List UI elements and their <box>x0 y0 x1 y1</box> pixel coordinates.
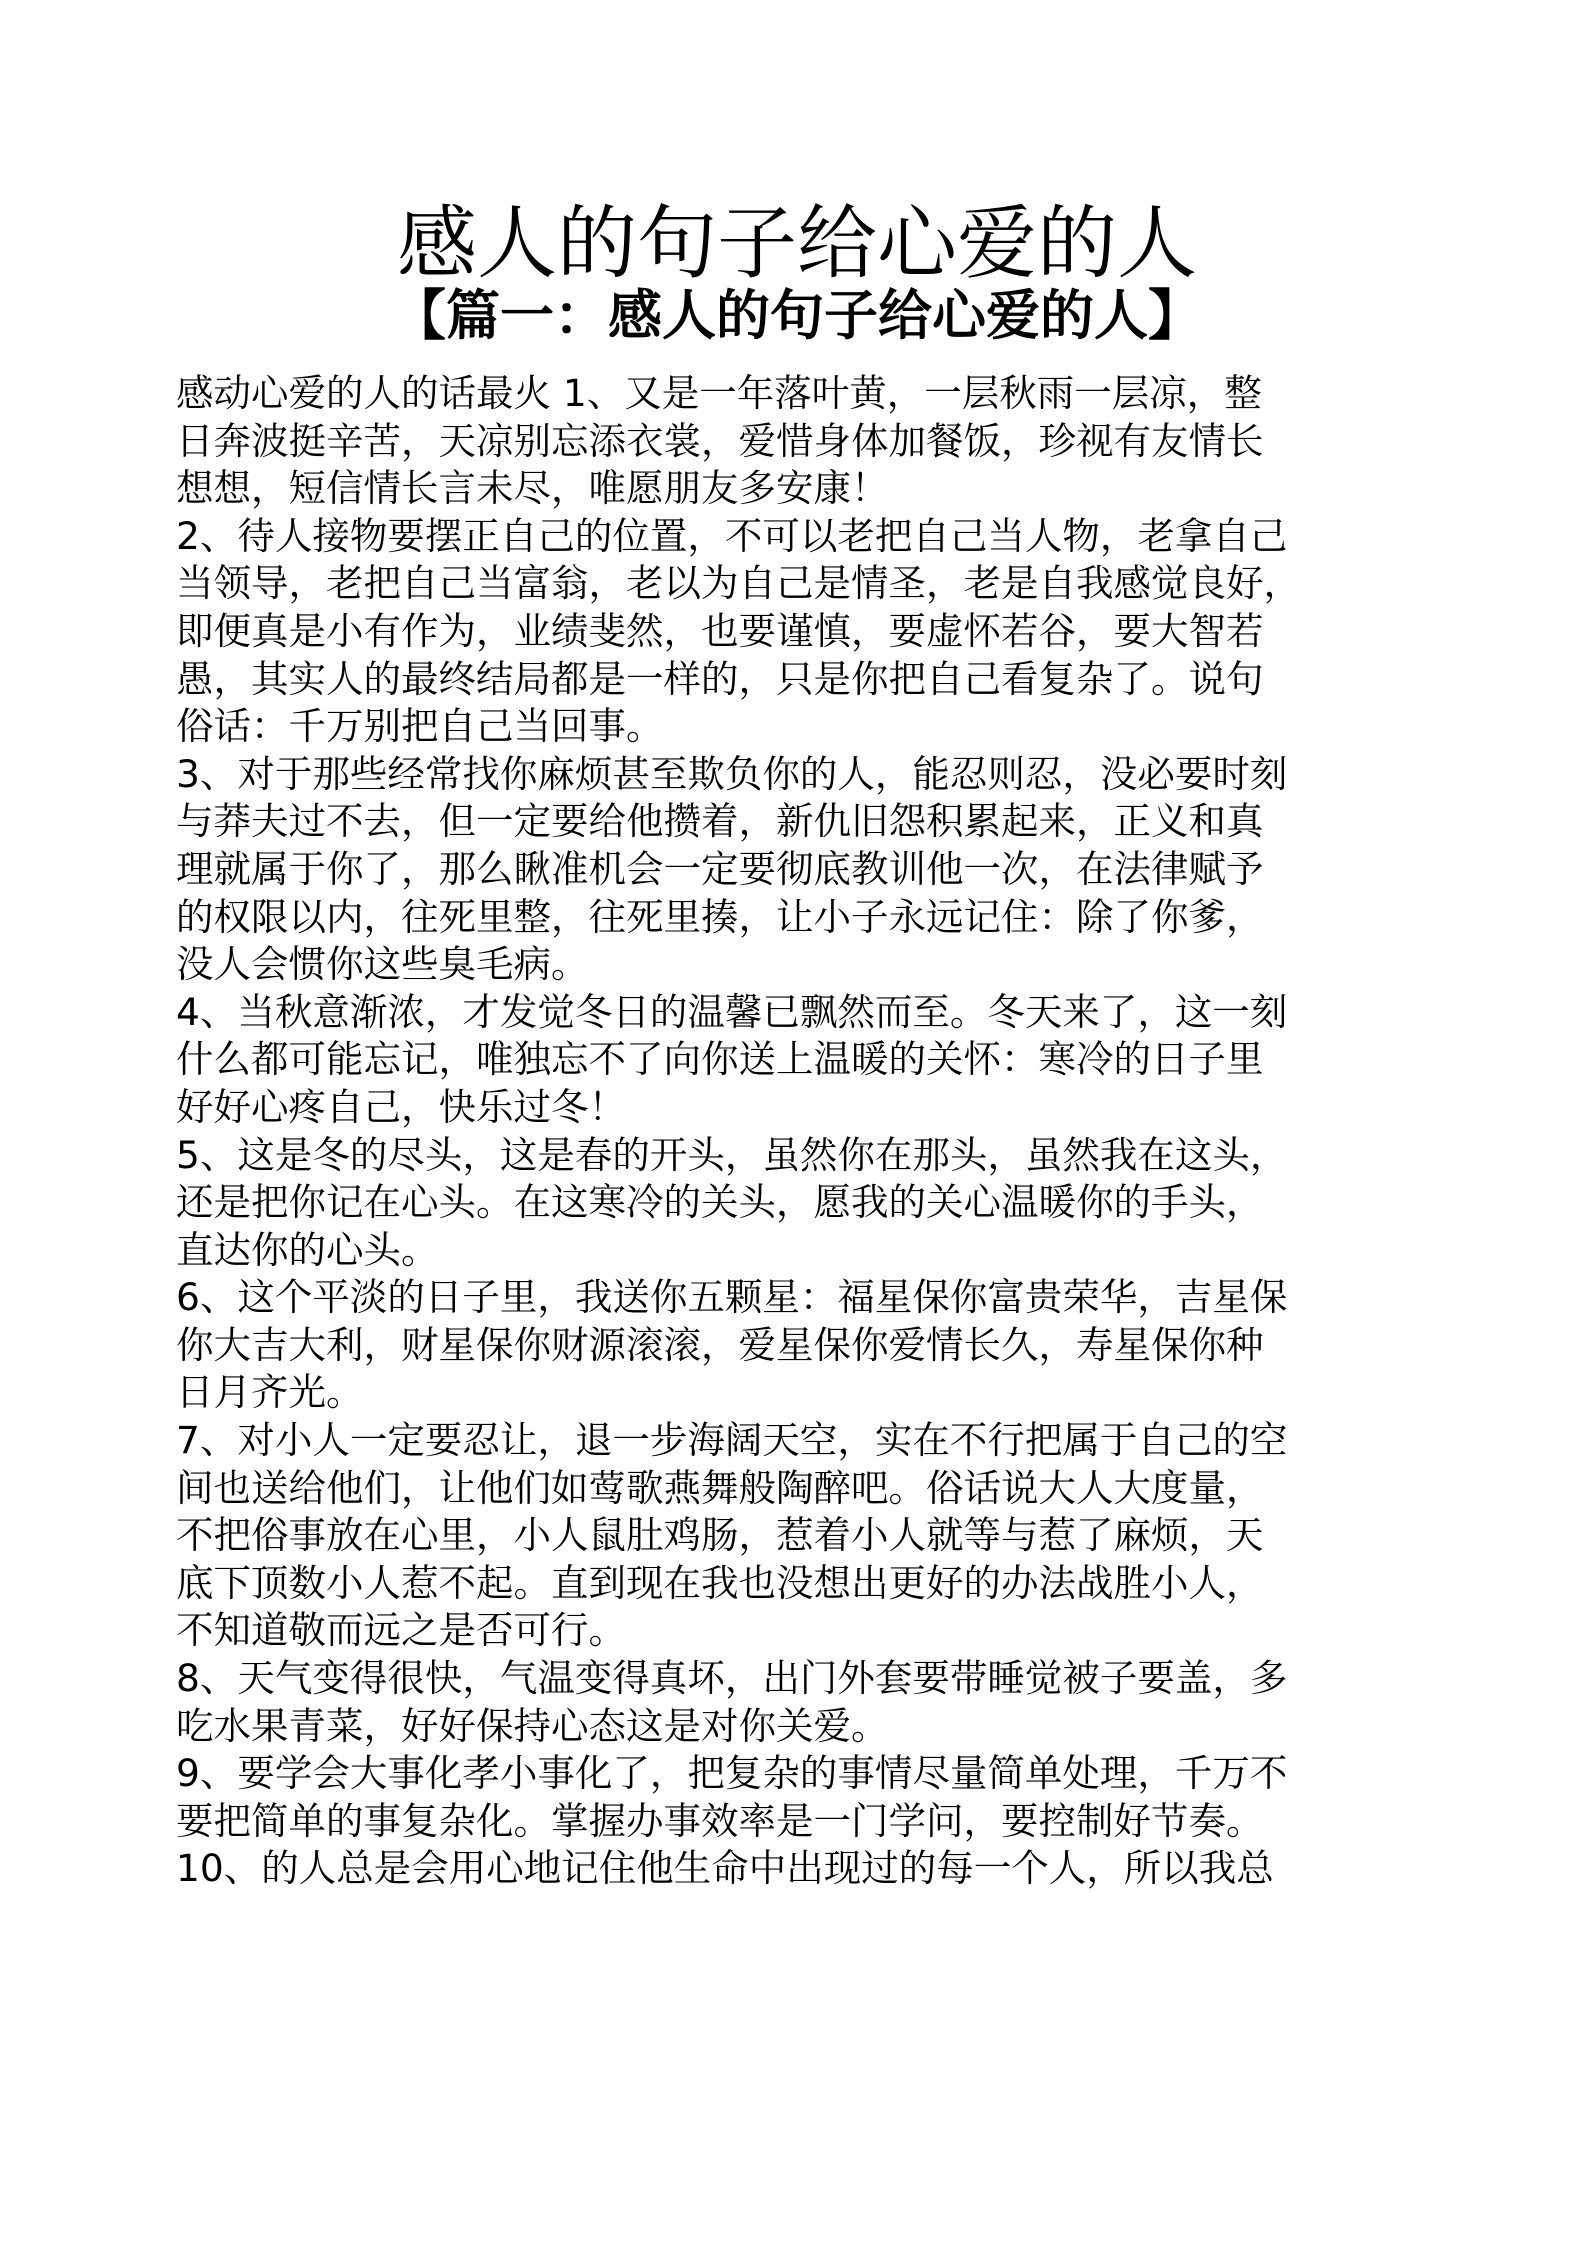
text-line: 感动心爱的人的话最火 1、又是一年落叶黄，一层秋雨一层凉，整 <box>176 371 1262 415</box>
text-line: 不把俗事放在心里，小人鼠肚鸡肠，惹着小人就等与惹了麻烦，天 <box>176 1513 1264 1558</box>
text-line: 不知道敬而远之是否可行。 <box>176 1608 626 1653</box>
text-line: 好好心疼自己，快乐过冬！ <box>176 1084 626 1129</box>
body-text <box>176 370 1426 1893</box>
text-line: 7、对小人一定要忍让，退一步海阔天空，实在不行把属于自己的空 <box>176 1418 1288 1463</box>
text-line: 6、这个平淡的日子里，我送你五颗星：福星保你富贵荣华，吉星保 <box>176 1275 1288 1320</box>
text-line: 3、对于那些经常找你麻烦甚至欺负你的人，能忍则忍，没必要时刻 <box>176 751 1288 796</box>
text-line: 的权限以内，往死里整，往死里揍，让小子永远记住：除了你爹， <box>176 894 1264 939</box>
text-line: 直达你的心头。 <box>176 1227 439 1272</box>
text-line: 愚，其实人的最终结局都是一样的，只是你把自己看复杂了。说句 <box>176 656 1264 701</box>
text-line: 4、当秋意渐浓，才发觉冬日的温馨已飘然而至。冬天来了，这一刻 <box>176 989 1288 1034</box>
text-line: 8、天气变得很快，气温变得真坏，出门外套要带睡觉被子要盖，多 <box>176 1656 1288 1701</box>
text-line: 什么都可能忘记，唯独忘不了向你送上温暖的关怀：寒冷的日子里 <box>176 1037 1264 1082</box>
text-line: 想想，短信情长言未尽，唯愿朋友多安康！ <box>176 466 889 511</box>
text-line: 当领导，老把自己当富翁，老以为自己是情圣，老是自我感觉良好， <box>176 561 1301 606</box>
section-heading: 【篇一：感人的句子给心爱的人】 <box>392 284 1202 347</box>
text-line: 5、这是冬的尽头，这是春的开头，虽然你在那头，虽然我在这头， <box>176 1132 1288 1177</box>
text-line: 要把简单的事复杂化。掌握办事效率是一门学问，要控制好节奏。 <box>176 1798 1264 1843</box>
page-title: 感人的句子给心爱的人 <box>397 197 1197 290</box>
text-line: 间也送给他们，让他们如莺歌燕舞般陶醉吧。俗话说大人大度量， <box>176 1465 1264 1510</box>
text-line: 你大吉大利，财星保你财源滚滚，爱星保你爱情长久，寿星保你种 <box>176 1322 1264 1367</box>
text-line: 还是把你记在心头。在这寒冷的关头，愿我的关心温暖你的手头， <box>176 1180 1264 1225</box>
text-line: 底下顶数小人惹不起。直到现在我也没想出更好的办法战胜小人， <box>176 1560 1264 1605</box>
text-line: 10、的人总是会用心地记住他生命中出现过的每一个人，所以我总 <box>176 1846 1274 1891</box>
text-line: 即便真是小有作为，业绩斐然，也要谨慎，要虚怀若谷，要大智若 <box>176 608 1264 653</box>
text-line: 2、待人接物要摆正自己的位置，不可以老把自己当人物，老拿自己 <box>176 513 1288 558</box>
text-line: 理就属于你了，那么瞅准机会一定要彻底教训他一次，在法律赋予 <box>176 846 1264 891</box>
text-line: 9、要学会大事化孝小事化了，把复杂的事情尽量简单处理，千万不 <box>176 1751 1288 1796</box>
text-line: 与莽夫过不去，但一定要给他攒着，新仇旧怨积累起来，正义和真 <box>176 799 1264 844</box>
text-line: 俗话：千万别把自己当回事。 <box>176 704 664 749</box>
text-line: 吃水果青菜，好好保持心态这是对你关爱。 <box>176 1703 889 1748</box>
text-line: 日奔波挺辛苦，天凉别忘添衣裳，爱惜身体加餐饭，珍视有友情长 <box>176 418 1264 463</box>
text-line: 日月齐光。 <box>176 1370 364 1415</box>
text-line: 没人会惯你这些臭毛病。 <box>176 942 589 987</box>
